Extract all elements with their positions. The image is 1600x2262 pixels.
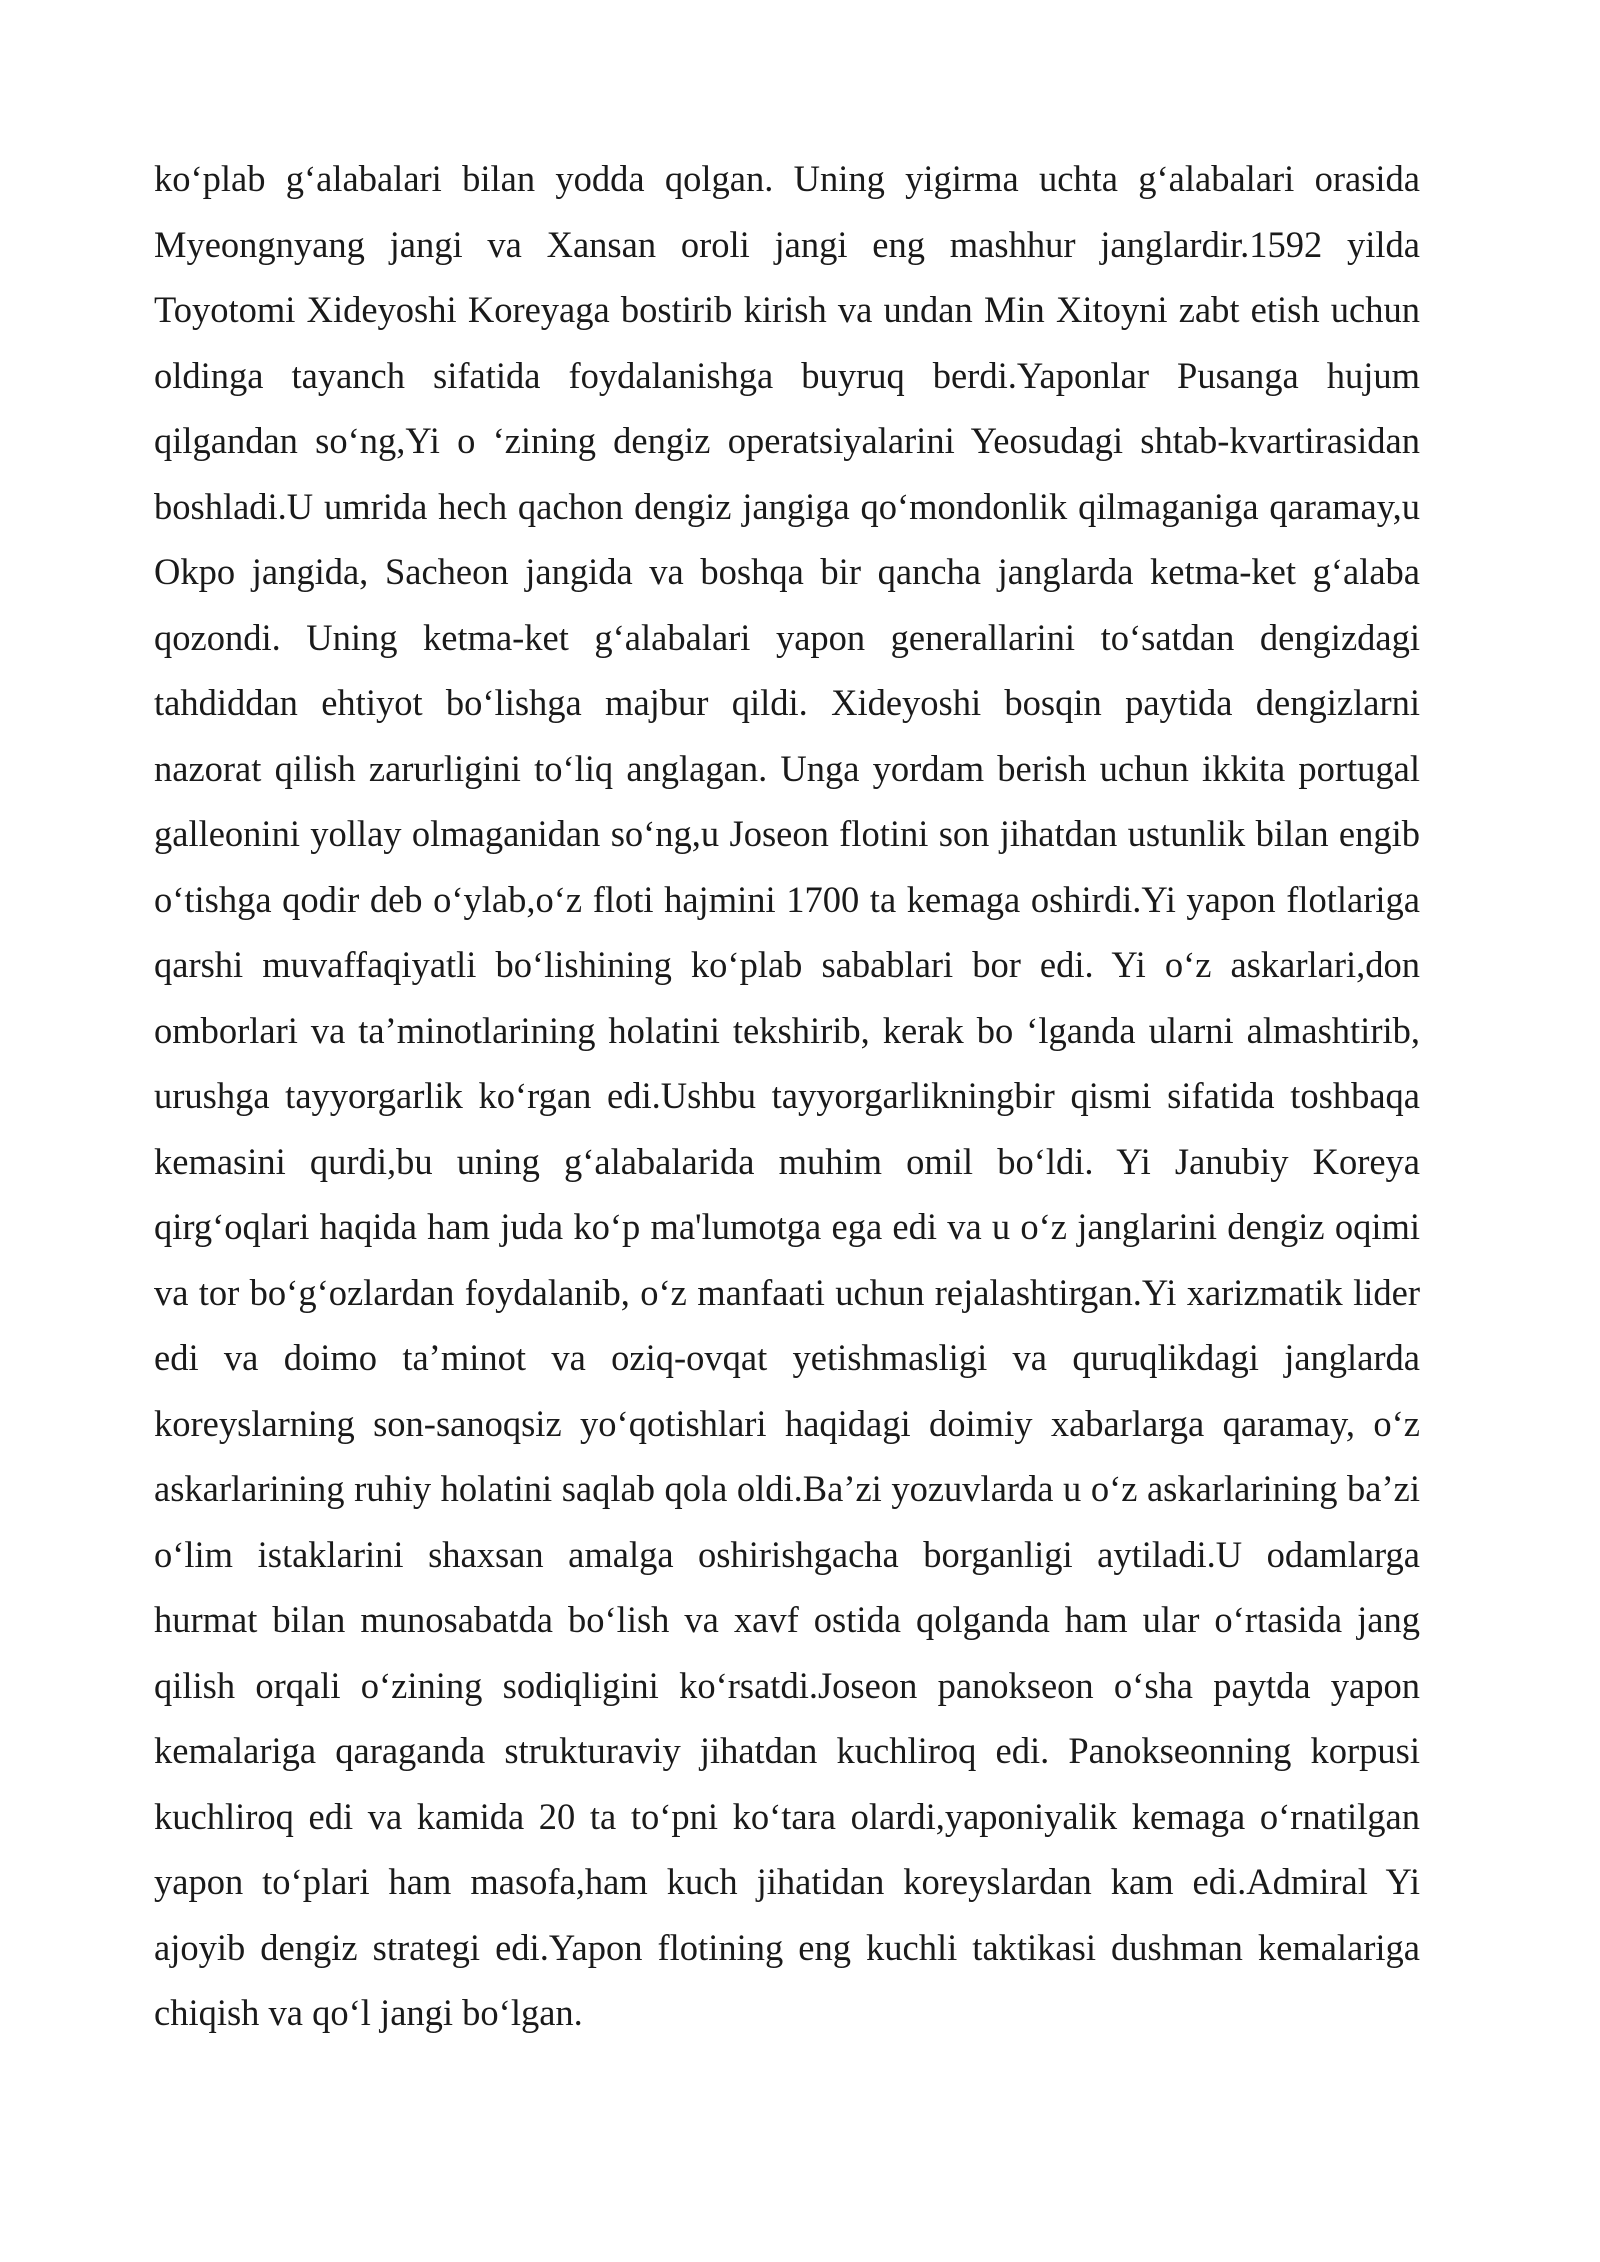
body-paragraph: ko‘plab g‘alabalari bilan yodda qolgan. Uning yigirma uchta g‘alabalari orasida Myeongnyang jangi va Xansan oroli jangi eng mashhur janglardir.1592 yilda Toyotomi Xideyoshi Koreyaga bostirib kirish va undan Min Xitoyni zabt etish uchun oldinga tayanch sifatida foydalanishga buyruq berdi.Yaponlar Pusanga hujum qilgandan so‘ng,Yi o ‘zining dengiz operatsiyalarini Yeosudagi shtab-kvartirasidan boshladi.U umrida hech qachon dengiz jangiga qo‘mondonlik qilmaganiga qaramay,u Okpo jangida, Sacheon jangida va boshqa bir qancha janglarda ketma-ket g‘alaba qozondi. Uning ketma-ket g‘alabalari yapon generallarini to‘satdan dengizdagi tahdiddan ehtiyot bo‘lishga majbur qildi. Xideyoshi bosqin paytida dengizlarni nazorat qilish zarurligini to‘liq anglagan. Unga yordam berish uchun ikkita portugal galleonini yollay olmaganidan so‘ng,u Joseon flotini son jihatdan ustunlik bilan engib o‘tishga qodir deb o‘ylab,o‘z floti hajmini 1700 ta kemaga oshirdi.Yi yapon flotlariga qarshi muvaffaqiyatli bo‘lishining ko‘plab sabablari bor edi. Yi o‘z askarlari,don omborlari va ta’minotlarining holatini tekshirib, kerak bo ‘lganda ularni almashtirib, urushga tayyorgarlik ko‘rgan edi.Ushbu tayyorgarlikningbir qismi sifatida toshbaqa kemasini qurdi,bu uning g‘alabalarida muhim omil bo‘ldi. Yi Janubiy Koreya qirg‘oqlari haqida ham juda ko‘p ma'lumotga ega edi va u o‘z janglarini dengiz oqimi va tor bo‘g‘ozlardan foydalanib, o‘z manfaati uchun rejalashtirgan.Yi xarizmatik lider edi va doimo ta’minot va oziq-ovqat yetishmasligi va quruqlikdagi janglarda koreyslarning son-sanoqsiz yo‘qotishlari haqidagi doimiy xabarlarga qaramay, o‘z askarlarining ruhiy holatini saqlab qola oldi.Ba’zi yozuvlarda u o‘z askarlarining ba’zi o‘lim istaklarini shaxsan amalga oshirishgacha borganligi aytiladi.U odamlarga hurmat bilan munosabatda bo‘lish va xavf ostida qolganda ham ular o‘rtasida jang qilish orqali o‘zining sodiqligini ko‘rsatdi.Joseon panokseon o‘sha paytda yapon kemalariga qaraganda strukturaviy jihatdan kuchliroq edi. Panokseonning korpusi kuchliroq edi va kamida 20 ta to‘pni ko‘tara olardi,yaponiyalik kemaga o‘rnatilgan yapon to‘plari ham masofa,ham kuch jihatidan koreyslardan kam edi.Admiral Yi ajoyib dengiz strategi edi.Yapon flotining eng kuchli taktikasi dushman kemalariga chiqish va qo‘l jangi bo‘lgan. (154, 158, 1420, 2033)
